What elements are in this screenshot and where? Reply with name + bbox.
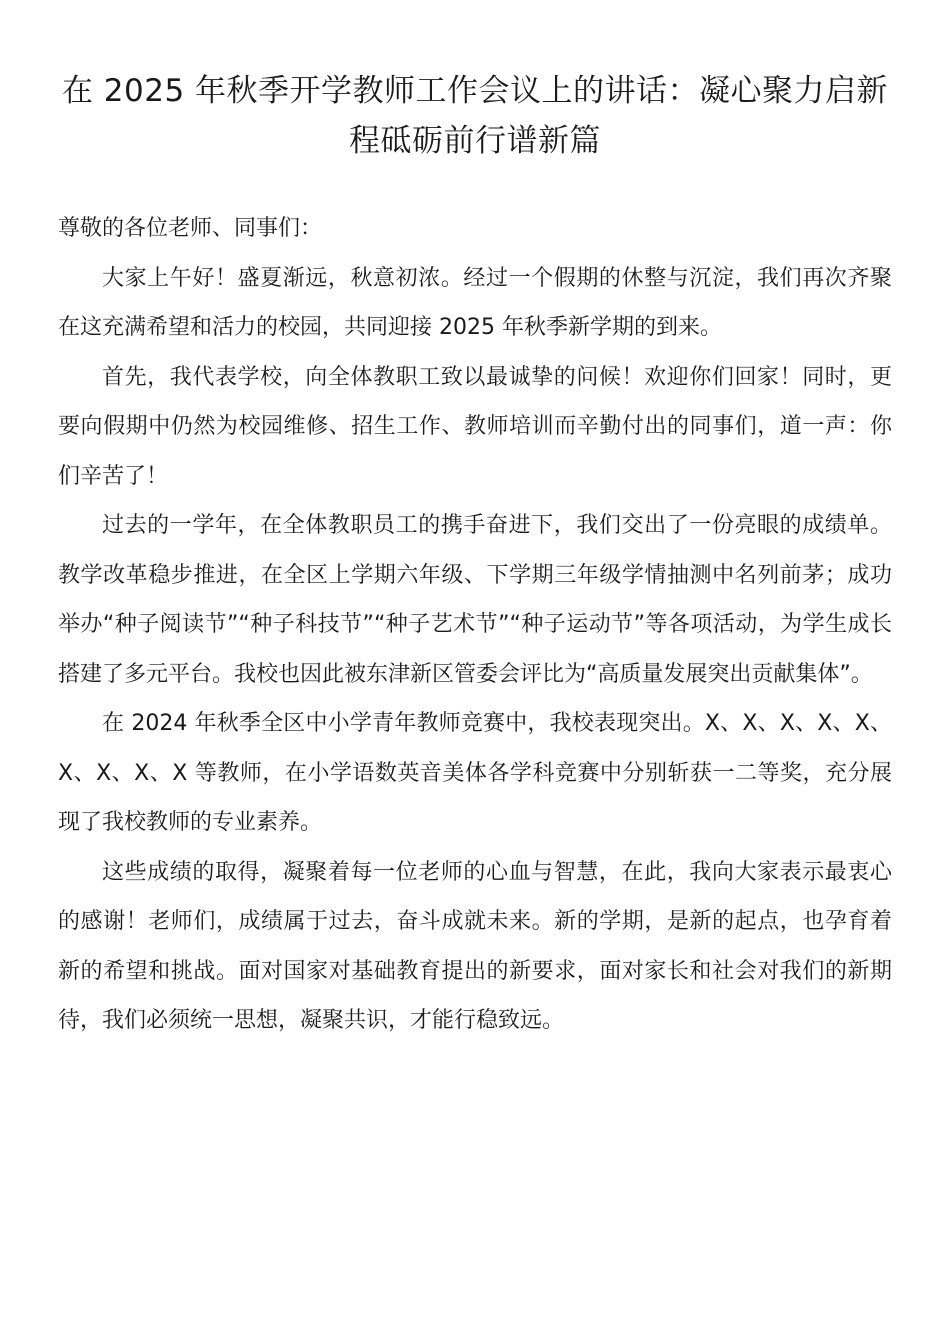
paragraph: 这些成绩的取得，凝聚着每一位老师的心血与智慧，在此，我向大家表示最衷心的感谢！老师们，成绩属于过去，奋斗成就未来。新的学期，是新的起点，也孕育着新的希望和挑战。面对国家对基础教育提出的新要求，面对家长和社会对我们的新期待，我们必须统一思想，凝聚共识，才能行稳致远。 (58, 859, 892, 1033)
paragraph: 过去的一学年，在全体教职员工的携手奋进下，我们交出了一份亮眼的成绩单。教学改革稳步推进，在全区上学期六年级、下学期三年级学情抽测中名列前茅；成功举办“种子阅读节”“种子科技节”“种子艺术节”“种子运动节”等各项活动，为学生成长搭建了多元平台。我校也因此被东津新区管委会评比为“高质量发展突出贡献集体”。 (58, 513, 892, 687)
salutation: 尊敬的各位老师、同事们： (58, 216, 323, 241)
paragraph: 首先，我代表学校，向全体教职工致以最诚挚的问候！欢迎你们回家！同时，更要向假期中仍然为校园维修、招生工作、教师培训而辛勤付出的同事们，道一声：你们辛苦了！ (58, 364, 892, 489)
document-title: 在 2025 年秋季开学教师工作会议上的讲话：凝心聚力启新程砥砺前行谱新篇 (61, 73, 889, 159)
document-body (58, 204, 892, 1046)
paragraph: 大家上午好！盛夏渐远，秋意初浓。经过一个假期的休整与沉淀，我们再次齐聚在这充满希望和活力的校园，共同迎接 2025 年秋季新学期的到来。 (58, 265, 892, 340)
paragraph: 在 2024 年秋季全区中小学青年教师竞赛中，我校表现突出。X、X、X、X、X、X、X、X、X 等教师，在小学语数英音美体各学科竞赛中分别斩获一二等奖，充分展现了我校教师的专业素养。 (58, 711, 892, 835)
